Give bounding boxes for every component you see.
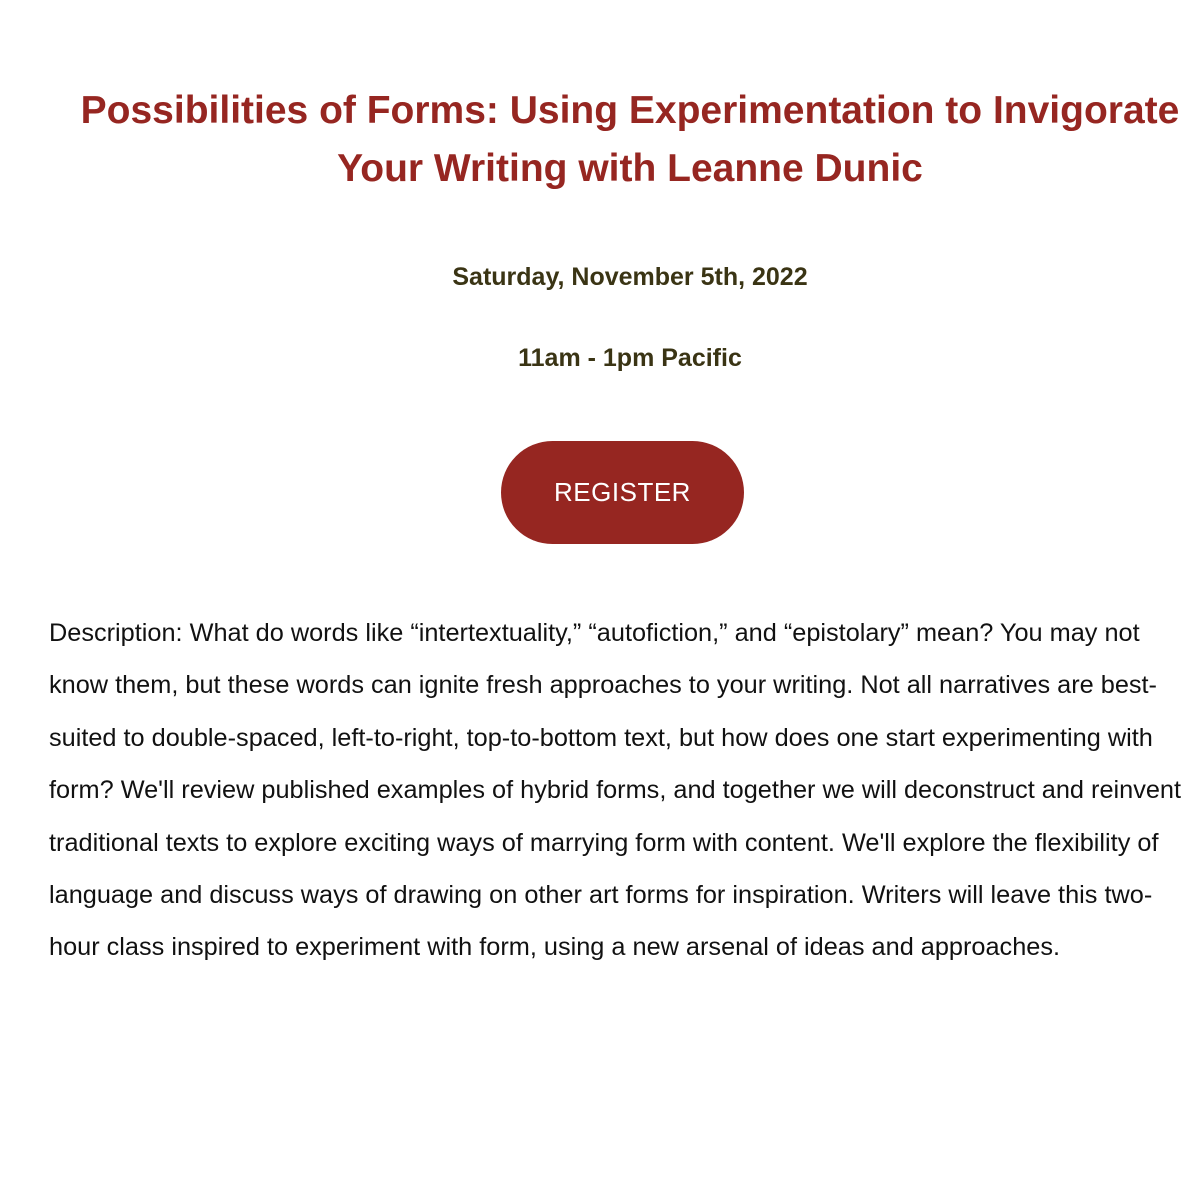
register-button-label: REGISTER [554, 477, 691, 507]
event-time: 11am - 1pm Pacific [518, 344, 742, 372]
event-title: Possibilities of Forms: Using Experimentation to Invigorate Your Writing with Leanne Dunic [80, 89, 1180, 190]
register-button[interactable] [501, 441, 744, 544]
event-date: Saturday, November 5th, 2022 [452, 263, 808, 291]
event-description: Description: What do words like “intertextuality,” “autofiction,” and “epistolary” mean? You may not know them, but these words can ignite fresh approaches to your writing. Not all narratives are best-suited to double-spaced, left-to-right, top-to-bottom text, but how does one start experimenting with form? We'll review published examples of hybrid forms, and together we will deconstruct and reinvent traditional texts to explore exciting ways of marrying form with content. We'll explore the flexibility of language and discuss ways of drawing on other art forms for inspiration. Writers will leave this two-hour class inspired to experiment with form, using a new arsenal of ideas and approaches. [49, 619, 1182, 962]
